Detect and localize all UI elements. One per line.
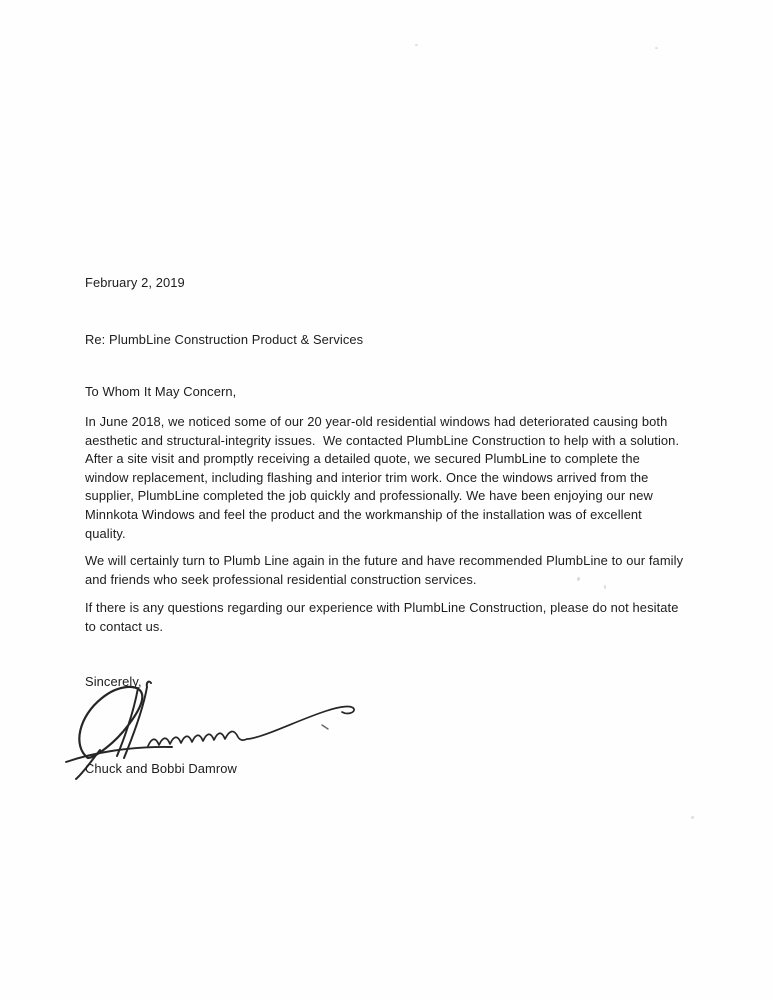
letter-line: to contact us. (85, 618, 164, 634)
scan-speck (691, 816, 694, 819)
letter-line: aesthetic and structural-integrity issues. We contacted PlumbLine Construction to help with a solution. (85, 432, 680, 448)
scan-speck (415, 44, 418, 46)
letter-closing: Sincerely, (85, 674, 142, 689)
letter-date: February 2, 2019 (85, 275, 185, 290)
letter-line: In June 2018, we noticed some of our 20 year-old residential windows had deteriorated causing both (85, 414, 668, 429)
letter-paragraph-3 (85, 599, 679, 636)
letter-line: and friends who seek professional residential construction services. (85, 571, 477, 587)
letter-line: quality. (85, 525, 126, 541)
letter-subject: Re: PlumbLine Construction Product & Services (85, 332, 364, 347)
letter-line: After a site visit and promptly receiving a detailed quote, we secured PlumbLine to complete the (85, 451, 640, 467)
letter-line: supplier, PlumbLine completed the job quickly and professionally. We have been enjoying our new (85, 488, 653, 504)
letter-signer-name: Chuck and Bobbi Damrow (85, 761, 237, 776)
letter-line: Minnkota Windows and feel the product and the workmanship of the installation was of excellent (85, 506, 642, 522)
letter-paragraph-1 (85, 413, 679, 543)
letter-line: We will certainly turn to Plumb Line again in the future and have recommended PlumbLine to our family (85, 553, 684, 568)
letter-line: window replacement, including flashing and interior trim work. Once the windows arrived from the (85, 469, 649, 485)
letter-line: If there is any questions regarding our experience with PlumbLine Construction, please do not hesitate (85, 600, 679, 615)
letter-salutation: To Whom It May Concern, (85, 384, 237, 399)
scan-speck (655, 47, 658, 49)
letter-paragraph-2 (85, 552, 683, 589)
